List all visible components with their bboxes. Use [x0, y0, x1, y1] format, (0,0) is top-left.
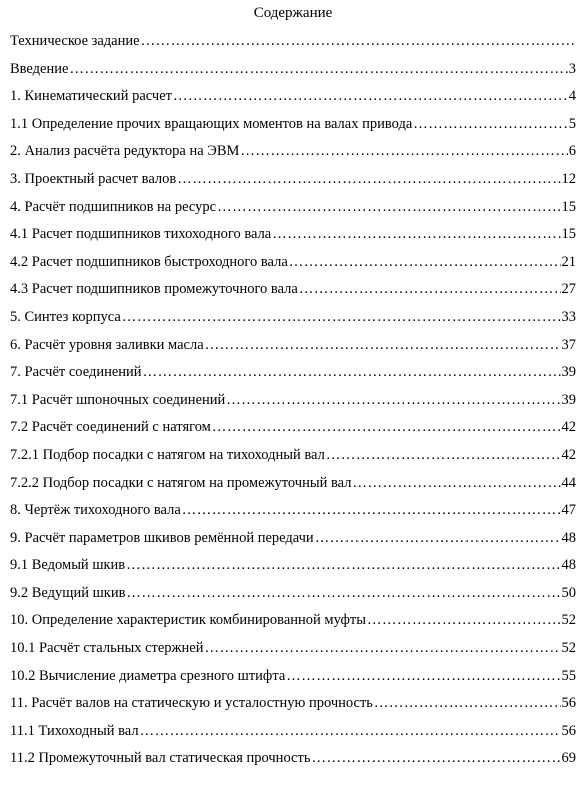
toc-entry-page: 56 — [561, 695, 576, 712]
toc-entry — [10, 639, 576, 667]
toc-leader-dots — [413, 115, 567, 133]
toc-entry-label: 1. Кинематический расчет — [10, 88, 172, 105]
toc-leader-dots — [217, 198, 560, 216]
toc-entry — [10, 446, 576, 474]
toc-entry-label: 5. Синтез корпуса — [10, 308, 121, 325]
toc-entry-label: 6. Расчёт уровня заливки масла — [10, 336, 204, 353]
toc-leader-dots — [173, 87, 568, 105]
toc-leader-dots — [352, 474, 560, 492]
toc-leader-dots — [141, 32, 575, 50]
toc-leader-dots — [143, 363, 561, 381]
toc-entry — [10, 170, 576, 198]
toc-leader-dots — [177, 170, 560, 188]
toc-leader-dots — [374, 694, 561, 712]
toc-entry — [10, 225, 576, 253]
toc-entry-label: 2. Анализ расчёта редуктора на ЭВМ — [10, 143, 240, 160]
toc-entry — [10, 694, 576, 722]
toc-entry-label: 4. Расчёт подшипников на ресурс — [10, 198, 217, 215]
toc-leader-dots — [126, 556, 560, 574]
toc-entry — [10, 87, 576, 115]
toc-entry-label: Техническое задание — [10, 33, 140, 49]
toc-entry — [10, 115, 576, 143]
toc-entry-label: 10. Определение характеристик комбинированной муфты — [10, 612, 366, 629]
toc-entry-page: 50 — [561, 584, 576, 601]
toc-leader-dots — [272, 225, 560, 243]
toc-entry-label: Введение — [10, 60, 69, 77]
toc-entry-page: 4 — [568, 88, 576, 105]
toc-entry — [10, 336, 576, 364]
toc-entry — [10, 280, 576, 308]
toc-entry-label: 11.2 Промежуточный вал статическая прочность — [10, 750, 311, 767]
toc-entry — [10, 584, 576, 612]
toc-entry — [10, 474, 576, 502]
toc-entry-page: 3 — [568, 60, 576, 77]
toc-entry-label: 7. Расчёт соединений — [10, 364, 142, 381]
toc-entry — [10, 198, 576, 226]
toc-entry — [10, 308, 576, 336]
toc-leader-dots — [326, 446, 561, 464]
toc-entry-page: 21 — [561, 253, 576, 270]
toc-leader-dots — [205, 336, 561, 354]
toc-leader-dots — [140, 722, 561, 740]
toc-entry-label: 7.1 Расчёт шпоночных соединений — [10, 391, 226, 408]
toc-entry — [10, 529, 576, 557]
toc-leader-dots — [240, 142, 567, 160]
toc-entry — [10, 60, 576, 88]
toc-entry-page: 42 — [561, 446, 576, 463]
toc-entry-page: 27 — [561, 281, 576, 298]
toc-entry-label: 9.1 Ведомый шкив — [10, 557, 126, 574]
toc-entry-page: 39 — [561, 364, 576, 381]
toc-leader-dots — [367, 611, 561, 629]
toc-entry — [10, 556, 576, 584]
toc-leader-dots — [315, 529, 561, 547]
toc-entry-page: 15 — [561, 226, 576, 243]
toc-entry — [10, 611, 576, 639]
toc-leader-dots — [289, 253, 561, 271]
toc-entry-page: 12 — [561, 170, 576, 187]
toc-leader-dots — [182, 501, 561, 519]
toc-entry-page: 44 — [561, 474, 576, 491]
toc-entry — [10, 253, 576, 281]
toc-entry — [10, 501, 576, 529]
toc-entry — [10, 722, 576, 750]
toc-entry-label: 1.1 Определение прочих вращающих моментов на валах привода — [10, 115, 413, 132]
toc-leader-dots — [212, 418, 561, 436]
toc-entry — [10, 142, 576, 170]
toc-entry-page: 55 — [561, 667, 576, 684]
toc-entry-page: 33 — [561, 308, 576, 325]
toc-leader-dots — [205, 639, 561, 657]
toc-entry-page: 37 — [561, 336, 576, 353]
toc-entry-label: 10.1 Расчёт стальных стержней — [10, 640, 204, 657]
toc-entry-label: 4.1 Расчет подшипников тихоходного вала — [10, 226, 272, 243]
toc-leader-dots — [122, 308, 561, 326]
toc-leader-dots — [311, 749, 560, 767]
table-of-contents — [10, 32, 576, 777]
toc-entry-page: 39 — [561, 391, 576, 408]
toc-entry-page: 6 — [568, 143, 576, 160]
toc-entry-page: 48 — [561, 557, 576, 574]
toc-leader-dots — [126, 584, 560, 602]
toc-leader-dots — [299, 280, 561, 298]
toc-entry-page: 48 — [561, 529, 576, 546]
toc-entry-label: 4.2 Расчет подшипников быстроходного вала — [10, 253, 288, 270]
toc-entry-label: 7.2 Расчёт соединений с натягом — [10, 419, 211, 436]
toc-entry-label: 7.2.1 Подбор посадки с натягом на тихоходный вал — [10, 446, 325, 463]
toc-entry-page: 5 — [568, 115, 576, 132]
toc-entry-page: 69 — [561, 750, 576, 767]
toc-entry — [10, 391, 576, 419]
toc-entry — [10, 418, 576, 446]
toc-entry-label: 11.1 Тихоходный вал — [10, 722, 139, 739]
toc-entry-label: 8. Чертёж тихоходного вала — [10, 502, 181, 519]
toc-entry — [10, 32, 576, 60]
toc-leader-dots — [226, 391, 560, 409]
toc-entry-label: 3. Проектный расчет валов — [10, 170, 177, 187]
toc-entry-page: 42 — [561, 419, 576, 436]
toc-entry-label: 7.2.2 Подбор посадки с натягом на промежуточный вал — [10, 474, 352, 491]
toc-leader-dots — [69, 60, 567, 78]
toc-entry-label: 11. Расчёт валов на статическую и усталостную прочность — [10, 695, 373, 712]
toc-entry — [10, 363, 576, 391]
toc-entry-page: 52 — [561, 640, 576, 657]
toc-entry-page: 52 — [561, 612, 576, 629]
toc-entry-page: 47 — [561, 502, 576, 519]
page-title: Содержание — [253, 5, 333, 21]
toc-entry-label: 9. Расчёт параметров шкивов ремённой передачи — [10, 529, 314, 546]
toc-entry — [10, 749, 576, 777]
toc-entry-page: 56 — [561, 722, 576, 739]
toc-entry-label: 10.2 Вычисление диаметра срезного штифта — [10, 667, 286, 684]
toc-entry-page: 15 — [561, 198, 576, 215]
toc-entry — [10, 667, 576, 695]
toc-entry-label: 4.3 Расчет подшипников промежуточного вала — [10, 281, 298, 298]
toc-entry-label: 9.2 Ведущий шкив — [10, 584, 126, 601]
toc-leader-dots — [286, 667, 560, 685]
